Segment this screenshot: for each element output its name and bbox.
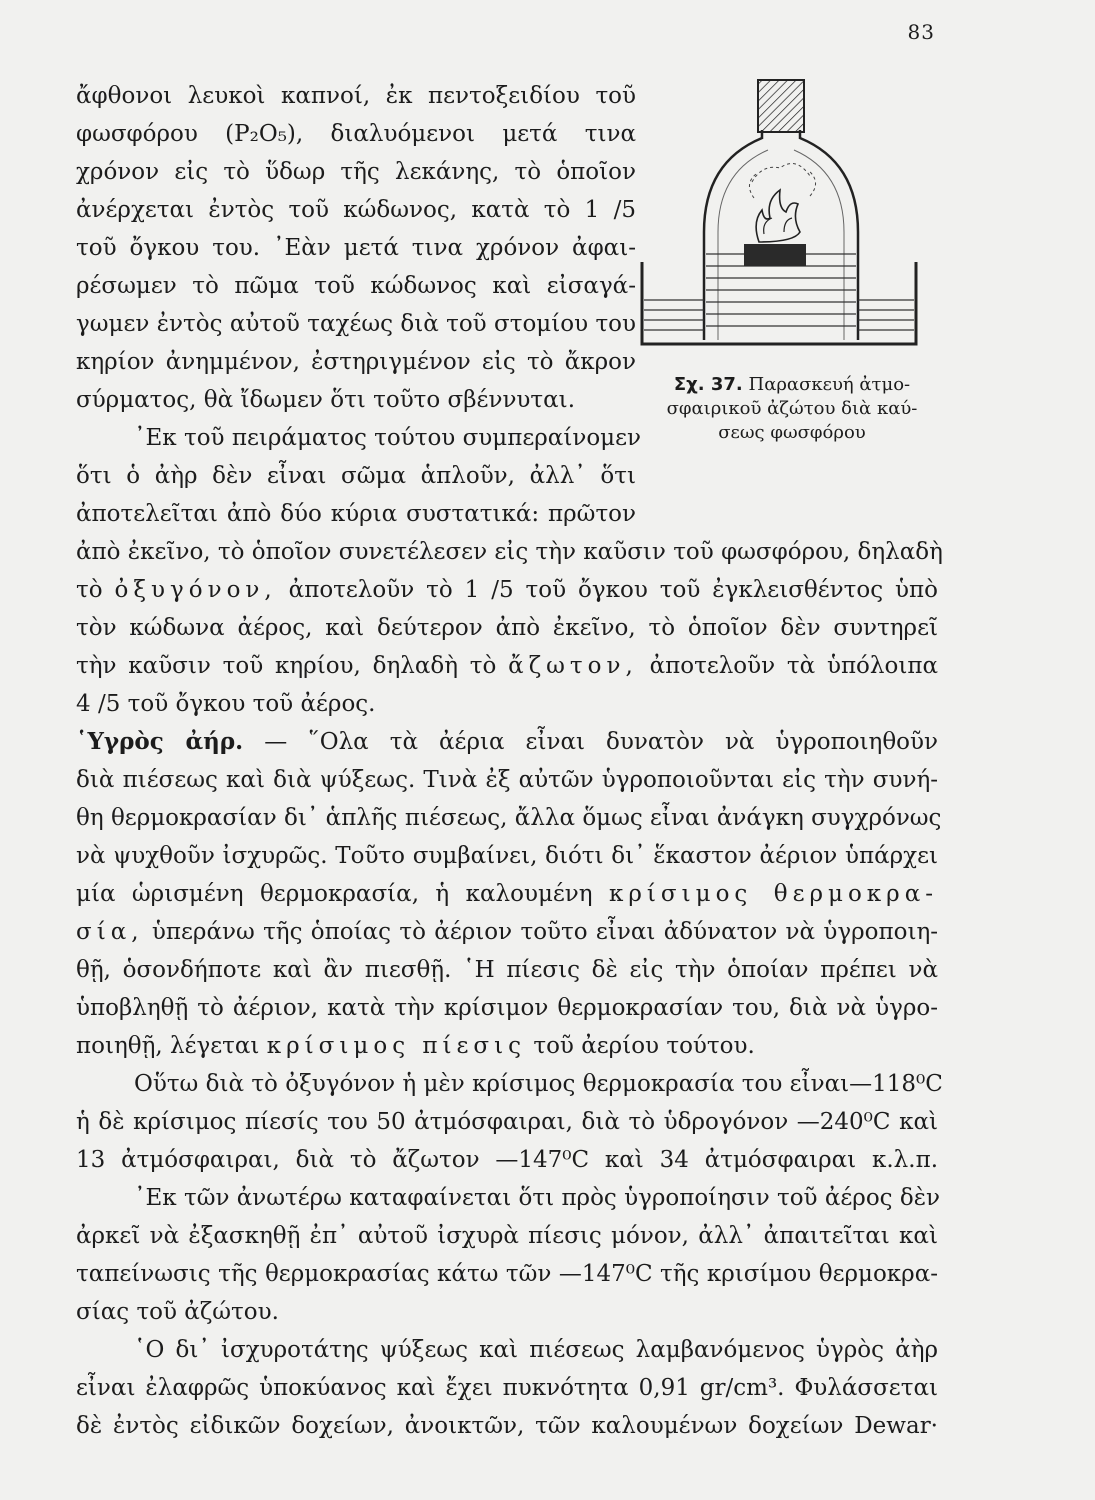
text-line xyxy=(76,1030,755,1062)
text-line: ἀπὸ ἐκεῖνο, τὸ ὁποῖον συνετέλεσεν εἰς τὴν καῦσιν τοῦ φωσφόρου, δηλαδὴ xyxy=(76,539,943,565)
spaced-term-critical-pressure: κρίσιμος πίεσις xyxy=(266,1033,527,1059)
text-line: ἀρκεῖ νὰ ἐξασκηθῇ ἐπ᾽ αὐτοῦ ἰσχυρὰ πίεσις μόνον, ἀλλ᾽ ἀπαιτεῖται καὶ xyxy=(76,1223,938,1249)
text-line: ῾Ο δι᾽ ἰσχυροτάτης ψύξεως καὶ πιέσεως λαμβανόμενος ὑγρὸς ἀὴρ xyxy=(134,1337,938,1363)
figure-bell-jar-illustration xyxy=(634,72,944,372)
basin-outline xyxy=(642,262,916,344)
caption-line-2: σφαιρικοῦ ἀζώτου διὰ καύ- xyxy=(666,398,918,419)
text-line xyxy=(76,650,938,682)
bell-jar-drawing xyxy=(634,72,944,372)
text-span: τὸ xyxy=(76,577,103,603)
text-line: κηρίον ἀνημμένον, ἐστηριγμένον εἰς τὸ ἄκρον xyxy=(76,349,636,375)
text-span: — ῞Ολα τὰ ἀέρια εἶναι δυνατὸν νὰ ὑγροποιηθοῦν xyxy=(264,729,938,755)
text-line: θῇ, ὁσονδήποτε καὶ ἂν πιεσθῇ. ῾Η πίεσις δὲ εἰς τὴν ὁποίαν πρέπει νὰ xyxy=(76,957,938,983)
text-line: γωμεν ἐντὸς αὐτοῦ ταχέως διὰ τοῦ στομίου του xyxy=(76,311,636,337)
text-line: ἀποτελεῖται ἀπὸ δύο κύρια συστατικά: πρῶτον xyxy=(76,501,636,527)
text-span: ποιηθῇ, λέγεται xyxy=(76,1033,260,1059)
text-line: τοῦ ὄγκου του. ᾿Εὰν μετά τινα χρόνον ἀφαι- xyxy=(76,235,636,261)
text-line: Οὕτω διὰ τὸ ὀξυγόνον ἡ μὲν κρίσιμος θερμοκρασία του εἶναι—118⁰C xyxy=(134,1071,943,1097)
bell-jar-outline xyxy=(704,130,858,340)
text-line: θη θερμοκρασίαν δι᾽ ἁπλῆς πιέσεως, ἄλλα ὅμως εἶναι ἀνάγκη συγχρόνως xyxy=(76,805,942,831)
text-line: ρέσωμεν τὸ πῶμα τοῦ κώδωνος καὶ εἰσαγά- xyxy=(76,273,636,299)
text-line: ᾿Εκ τῶν ἀνωτέρω καταφαίνεται ὅτι πρὸς ὑγροποίησιν τοῦ ἀέρος δὲν xyxy=(134,1185,941,1211)
spaced-term-oxygen: ὀξυγόνον, xyxy=(114,577,277,603)
text-line: σίας τοῦ ἀζώτου. xyxy=(76,1299,279,1325)
figure-caption xyxy=(640,373,944,445)
text-line: ἡ δὲ κρίσιμος πίεσίς του 50 ἀτμόσφαιραι, διὰ τὸ ὑδρογόνον —240⁰C καὶ xyxy=(76,1109,938,1135)
text-line xyxy=(76,574,938,606)
text-line: σύρματος, θὰ ἴδωμεν ὅτι τοῦτο σβέννυται. xyxy=(76,387,576,413)
text-line: ὅτι ὁ ἀὴρ δὲν εἶναι σῶμα ἁπλοῦν, ἀλλ᾽ ὅτι xyxy=(76,463,636,489)
figure-number: Σχ. 37. xyxy=(673,374,743,395)
floating-dish-icon xyxy=(744,244,806,266)
smoke-icon xyxy=(752,164,810,183)
caption-line-3: σεως φωσφόρου xyxy=(718,422,866,443)
text-line: ᾿Εκ τοῦ πειράματος τούτου συμπεραίνομεν xyxy=(134,425,642,451)
text-span: ὑπεράνω τῆς ὁποίας τὸ ἀέριον τοῦτο εἶναι ἀδύνατον νὰ ὑγροποιη- xyxy=(151,919,939,945)
spaced-term-critical-temperature-end: σία, xyxy=(76,919,144,945)
text-line: ἀνέρχεται ἐντὸς τοῦ κώδωνος, κατὰ τὸ 1 /5 xyxy=(76,197,636,223)
text-line: χρόνον εἰς τὸ ὕδωρ τῆς λεκάνης, τὸ ὁποῖον xyxy=(76,159,636,185)
text-line: δὲ ἐντὸς εἰδικῶν δοχείων, ἀνοικτῶν, τῶν καλουμένων δοχείων Dewar· xyxy=(76,1413,938,1439)
text-line: νὰ ψυχθοῦν ἰσχυρῶς. Τοῦτο συμβαίνει, διότι δι᾽ ἕκαστον ἀέριον ὑπάρχει xyxy=(76,843,938,869)
text-line xyxy=(76,916,938,948)
text-line: διὰ πιέσεως καὶ διὰ ψύξεως. Τινὰ ἐξ αὐτῶν ὑγροποιοῦνται εἰς τὴν συνή- xyxy=(76,767,938,793)
text-span: ἀποτελοῦν τὰ ὑπόλοιπα xyxy=(649,653,938,679)
text-span: τοῦ ἀερίου τούτου. xyxy=(533,1033,755,1059)
flame-icon xyxy=(756,190,800,242)
text-line: 13 ἀτμόσφαιραι, διὰ τὸ ἄζωτον —147⁰C καὶ 34 ἀτμόσφαιραι κ.λ.π. xyxy=(76,1147,938,1173)
text-line: φωσφόρου (P₂O₅), διαλυόμενοι μετά τινα xyxy=(76,121,636,147)
text-line: ἄφθονοι λευκοὶ καπνοί, ἐκ πεντοξειδίου τοῦ xyxy=(76,83,636,109)
page-number: 83 xyxy=(907,20,935,44)
text-line: τὸν κώδωνα ἀέρος, καὶ δεύτερον ἀπὸ ἐκεῖνο, τὸ ὁποῖον δὲν συντηρεῖ xyxy=(76,615,938,641)
text-span: τὴν καῦσιν τοῦ κηρίου, δηλαδὴ τὸ xyxy=(76,653,497,679)
text-line: εἶναι ἐλαφρῶς ὑποκύανος καὶ ἔχει πυκνότητα 0,91 gr/cm³. Φυλάσσεται xyxy=(76,1375,938,1401)
text-line: 4 /5 τοῦ ὄγκου τοῦ ἀέρος. xyxy=(76,691,376,717)
text-line xyxy=(76,726,938,758)
spaced-term-critical-temperature: κρίσιμος θερμοκρα- xyxy=(609,881,939,907)
text-line: ὑποβληθῇ τὸ ἀέριον, κατὰ τὴν κρίσιμον θερμοκρασίαν του, διὰ νὰ ὑγρο- xyxy=(76,995,938,1021)
stopper-icon xyxy=(758,80,804,132)
caption-line-1: Παρασκευή ἀτμο- xyxy=(748,374,911,395)
text-line: ταπείνωσις τῆς θερμοκρασίας κάτω τῶν —147⁰C τῆς κρισίμου θερμοκρα- xyxy=(76,1261,938,1287)
text-line xyxy=(76,878,938,910)
section-heading-liquid-air: ῾Υγρὸς ἀήρ. xyxy=(76,728,244,755)
spaced-term-nitrogen: ἄζωτον, xyxy=(508,653,638,679)
text-span: ἀποτελοῦν τὸ 1 /5 τοῦ ὄγκου τοῦ ἐγκλεισθέντος ὑπὸ xyxy=(288,577,938,603)
text-span: μία ὡρισμένη θερμοκρασία, ἡ καλουμένη xyxy=(76,881,593,907)
